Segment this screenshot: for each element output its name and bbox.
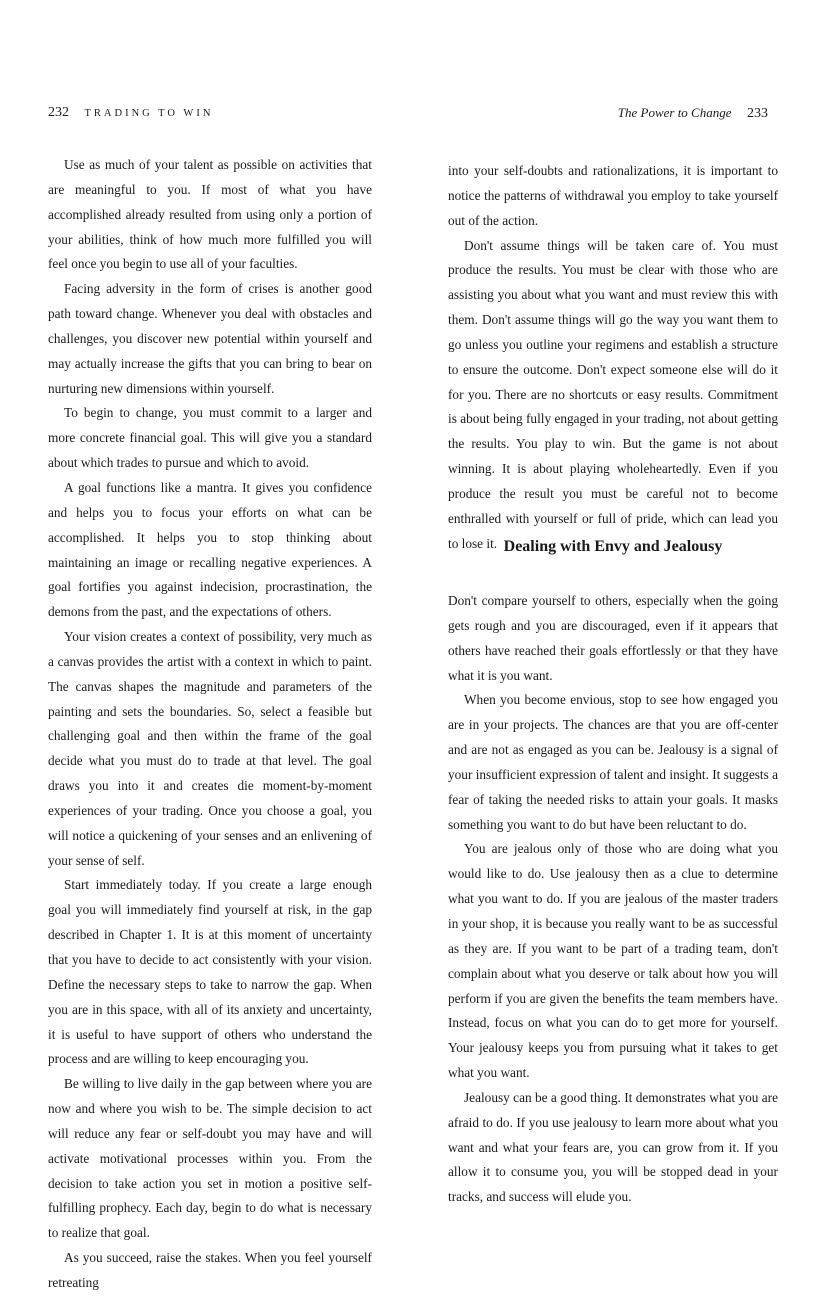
paragraph: To begin to change, you must commit to a larger and more concrete financial goal. This will give you a standard about which trades to pursue and which to avoid. [48,405,372,471]
paragraph: You are jealous only of those who are doing what you would like to do. Use jealousy then as a clue to determine what you want to do. If you are jealous of the master traders in your shop, it is because you really want to be as successful as they are. If you want to be part of a trading team, don't complain about what you deserve or talk about how you will perform if you are given the benefits the team members have. Instead, focus on what you can do to get more for yourself. Your jealousy keeps you from pursuing what it takes to get what you want. [448,841,778,1081]
left-page-number: 232 [48,105,69,120]
right-running-head [618,104,768,123]
left-body-text [48,153,372,1296]
left-page [0,0,408,1290]
paragraph: into your self-doubts and rationalizations, it is important to notice the patterns of withdrawal you employ to take yourself out of the action. [448,163,778,228]
paragraph: Start immediately today. If you create a large enough goal you will immediately find yourself at risk, in the gap described in Chapter 1. It is at this moment of uncertainty that you have to decide to act consistently with your vision. Define the necessary steps to take to narrow the gap. When you are in this space, with all of its anxiety and uncertainty, it is useful to have support of others who understand the process and are willing to keep encouraging you. [48,877,372,1067]
right-body-text-bottom [448,589,778,1210]
paragraph: A goal functions like a mantra. It gives you confidence and helps you to focus your efforts on what can be accomplished. It helps you to stop thinking about maintaining an image or recalling negative experiences. A goal fortifies you against indecision, procrastination, the demons from the past, and the expectations of others. [48,479,372,620]
paragraph: Don't assume things will be taken care of. You must produce the results. You must be clear with those who are assisting you about what you want and must review this with them. Don't assume things will go the way you want them to go unless you outline your regimens and establish a structure to ensure the outcome. Don't expect someone else will do it for you. There are no shortcuts or easy results. Commitment is about being fully engaged in your trading, not about getting the results. You play to win. But the game is not about winning. It is about playing wholeheartedly. Even if you produce the result you must be careful not to become enthralled with yourself or full of pride, which can lead you to lose it. [448,237,778,551]
paragraph: When you become envious, stop to see how engaged you are in your projects. The chances are that you are off-center and are not as engaged as you can be. Jealousy is a signal of your insufficient expression of talent and insight. It suggests a fear of taking the needed risks to attain your goals. It masks something you want to do but have been reluctant to do. [448,692,778,832]
section-heading: Dealing with Envy and Jealousy [503,538,723,555]
right-page-number: 233 [747,106,768,121]
paragraph: Jealousy can be a good thing. It demonstrates what you are afraid to do. If you use jealousy to learn more about what you want and what your fears are, you can grow from it. If you allow it to consume you, you will be stopped dead in your tracks, and success will elude you. [448,1089,778,1205]
paragraph: Your vision creates a context of possibility, very much as a canvas provides the artist with a context in which to paint. The canvas shapes the magnitude and parameters of the painting and sets the boundaries. So, select a feasible but challenging goal and then within the frame of the goal decide what you must do to trade at that level. The goal draws you into it and creates die moment-by-moment experiences of your trading. Once you choose a goal, you will notice a quickening of your senses and an enlivening of your sense of self. [48,629,372,868]
right-page [408,0,816,1205]
right-body-text-top [448,159,778,557]
book-title: TRADING TO WIN [84,108,214,119]
paragraph: Use as much of your talent as possible on activities that are meaningful to you. If most of what you have accomplished already resulted from using only a portion of your abilities, think of how much more fulfilled you will feel once you begin to use all of your faculties. [48,157,372,272]
paragraph: As you succeed, raise the stakes. When you feel yourself retreating [48,1250,372,1290]
paragraph: Facing adversity in the form of crises is another good path toward change. Whenever you deal with obstacles and challenges, you discover new potential within yourself and may actually increase the gifts that you can bring to bear on nurturing new dimensions within yourself. [48,281,372,396]
left-running-head [48,104,213,123]
paragraph: Don't compare yourself to others, especially when the going gets rough and you are discouraged, even if it appears that others have reached their goals effortlessly or that they have what it is you want. [448,593,778,683]
chapter-title: The Power to Change [617,105,732,120]
paragraph: Be willing to live daily in the gap between where you are now and where you wish to be. The simple decision to act will reduce any fear or self-doubt you may have and will activate motivational processes within you. From the decision to take action you set in motion a positive self-fulfilling prophecy. Each day, begin to do what is necessary to realize that goal. [48,1076,372,1241]
